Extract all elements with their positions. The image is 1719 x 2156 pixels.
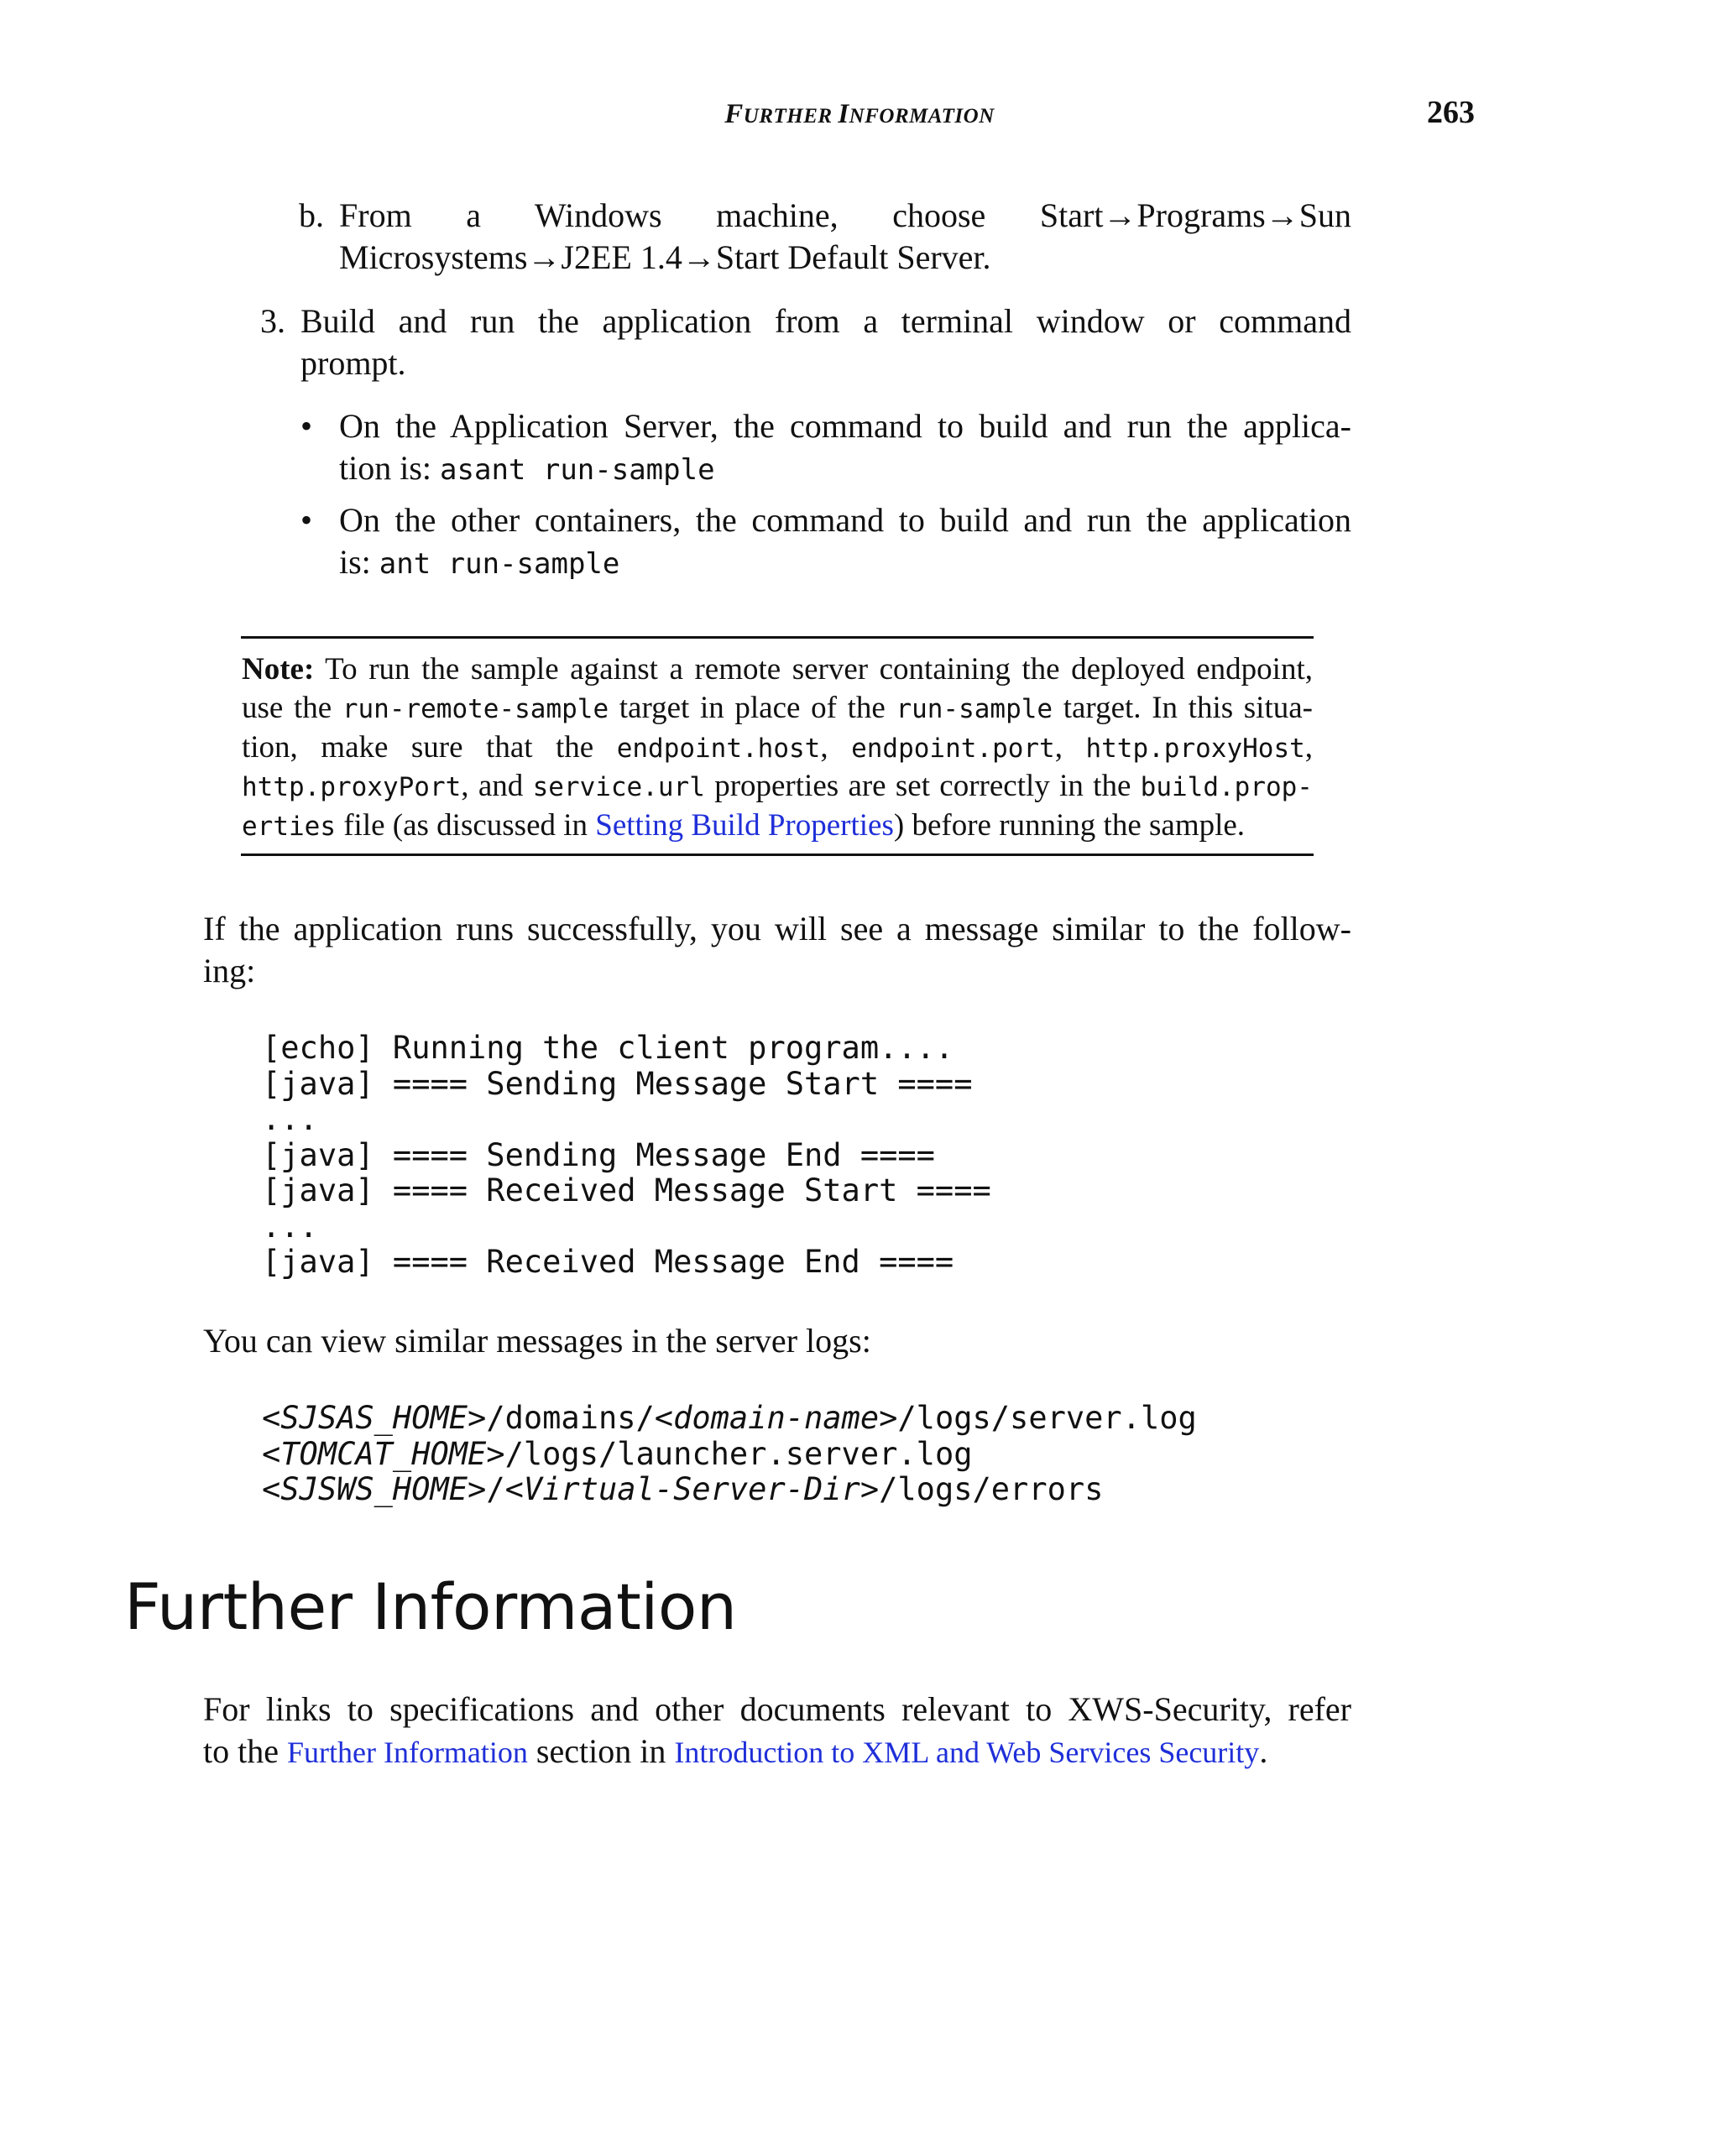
note-top-rule: [241, 636, 1314, 639]
code-line: [echo] Running the client program....: [262, 1030, 954, 1066]
log-paths-block: [262, 1401, 1197, 1508]
bullet-marker: •: [300, 501, 313, 539]
code-line: [java] ==== Received Message Start ====: [262, 1172, 991, 1209]
code-line: ...: [262, 1208, 318, 1245]
success-line-1: If the application runs successfully, you will see a message similar to the follow-: [203, 910, 1351, 947]
server-logs-text: You can view similar messages in the server logs:: [203, 1322, 871, 1360]
step-b-line1: From a Windows machine, choose Start→Programs→Sun: [339, 196, 1351, 234]
bullet-1-line2: tion is: asant run-sample: [339, 449, 715, 487]
bullet-2-line1: On the other containers, the command to build and run the application: [339, 501, 1351, 539]
page-number: 263: [1427, 95, 1475, 130]
note-line-4: http.proxyPort, and service.url properties are set correctly in the build.prop-: [242, 769, 1313, 803]
running-head: FURTHER INFORMATION: [724, 99, 995, 129]
bullet-marker: •: [300, 407, 313, 445]
bullet-1-line1: On the Application Server, the command to build and run the applica-: [339, 407, 1351, 445]
code-line: ...: [262, 1101, 318, 1137]
output-code-block: [262, 1031, 991, 1281]
further-line-1: For links to specifications and other documents relevant to XWS-Security, refer: [203, 1690, 1351, 1728]
setting-build-properties-link[interactable]: Setting Build Properties: [595, 808, 894, 843]
bullet-1-command: asant run-sample: [440, 453, 715, 487]
log-path-line: <SJSAS_HOME>/domains/<domain-name>/logs/server.log: [262, 1400, 1197, 1436]
further-line-2: to the Further Information section in Introduction to XML and Web Services Security.: [203, 1732, 1268, 1770]
step-b-marker: b.: [299, 196, 324, 234]
section-heading: Further Information: [124, 1569, 737, 1644]
code-line: [java] ==== Sending Message Start ====: [262, 1065, 973, 1102]
step-3-line1: Build and run the application from a terminal window or command: [300, 302, 1351, 340]
step-3-line2: prompt.: [300, 344, 406, 382]
note-line-5: erties file (as discussed in Setting Build Properties) before running the sample.: [242, 808, 1246, 843]
success-line-2: ing:: [203, 952, 256, 989]
log-path-line: <SJSWS_HOME>/<Virtual-Server-Dir>/logs/errors: [262, 1471, 1104, 1507]
code-line: [java] ==== Received Message End ====: [262, 1244, 954, 1280]
bullet-2-command: ant run-sample: [379, 547, 620, 581]
further-information-link[interactable]: Further Information: [286, 1736, 528, 1769]
note-line-1: Note: To run the sample against a remote server containing the deployed endpoint,: [242, 652, 1313, 686]
note-line-3: tion, make sure that the endpoint.host, endpoint.port, http.proxyHost,: [242, 730, 1314, 765]
step-3-marker: 3.: [260, 302, 285, 340]
code-line: [java] ==== Sending Message End ====: [262, 1136, 935, 1173]
log-path-line: <TOMCAT_HOME>/logs/launcher.server.log: [262, 1435, 973, 1472]
intro-xml-web-services-security-link[interactable]: Introduction to XML and Web Services Security: [674, 1736, 1260, 1769]
note-label: Note:: [242, 652, 315, 686]
bullet-2-line2: is: ant run-sample: [339, 543, 620, 581]
note-bottom-rule: [241, 854, 1314, 856]
note-line-2: use the run-remote-sample target in place of the run-sample target. In this situa-: [242, 691, 1313, 725]
step-b-line2: Microsystems→J2EE 1.4→Start Default Server.: [339, 238, 991, 276]
